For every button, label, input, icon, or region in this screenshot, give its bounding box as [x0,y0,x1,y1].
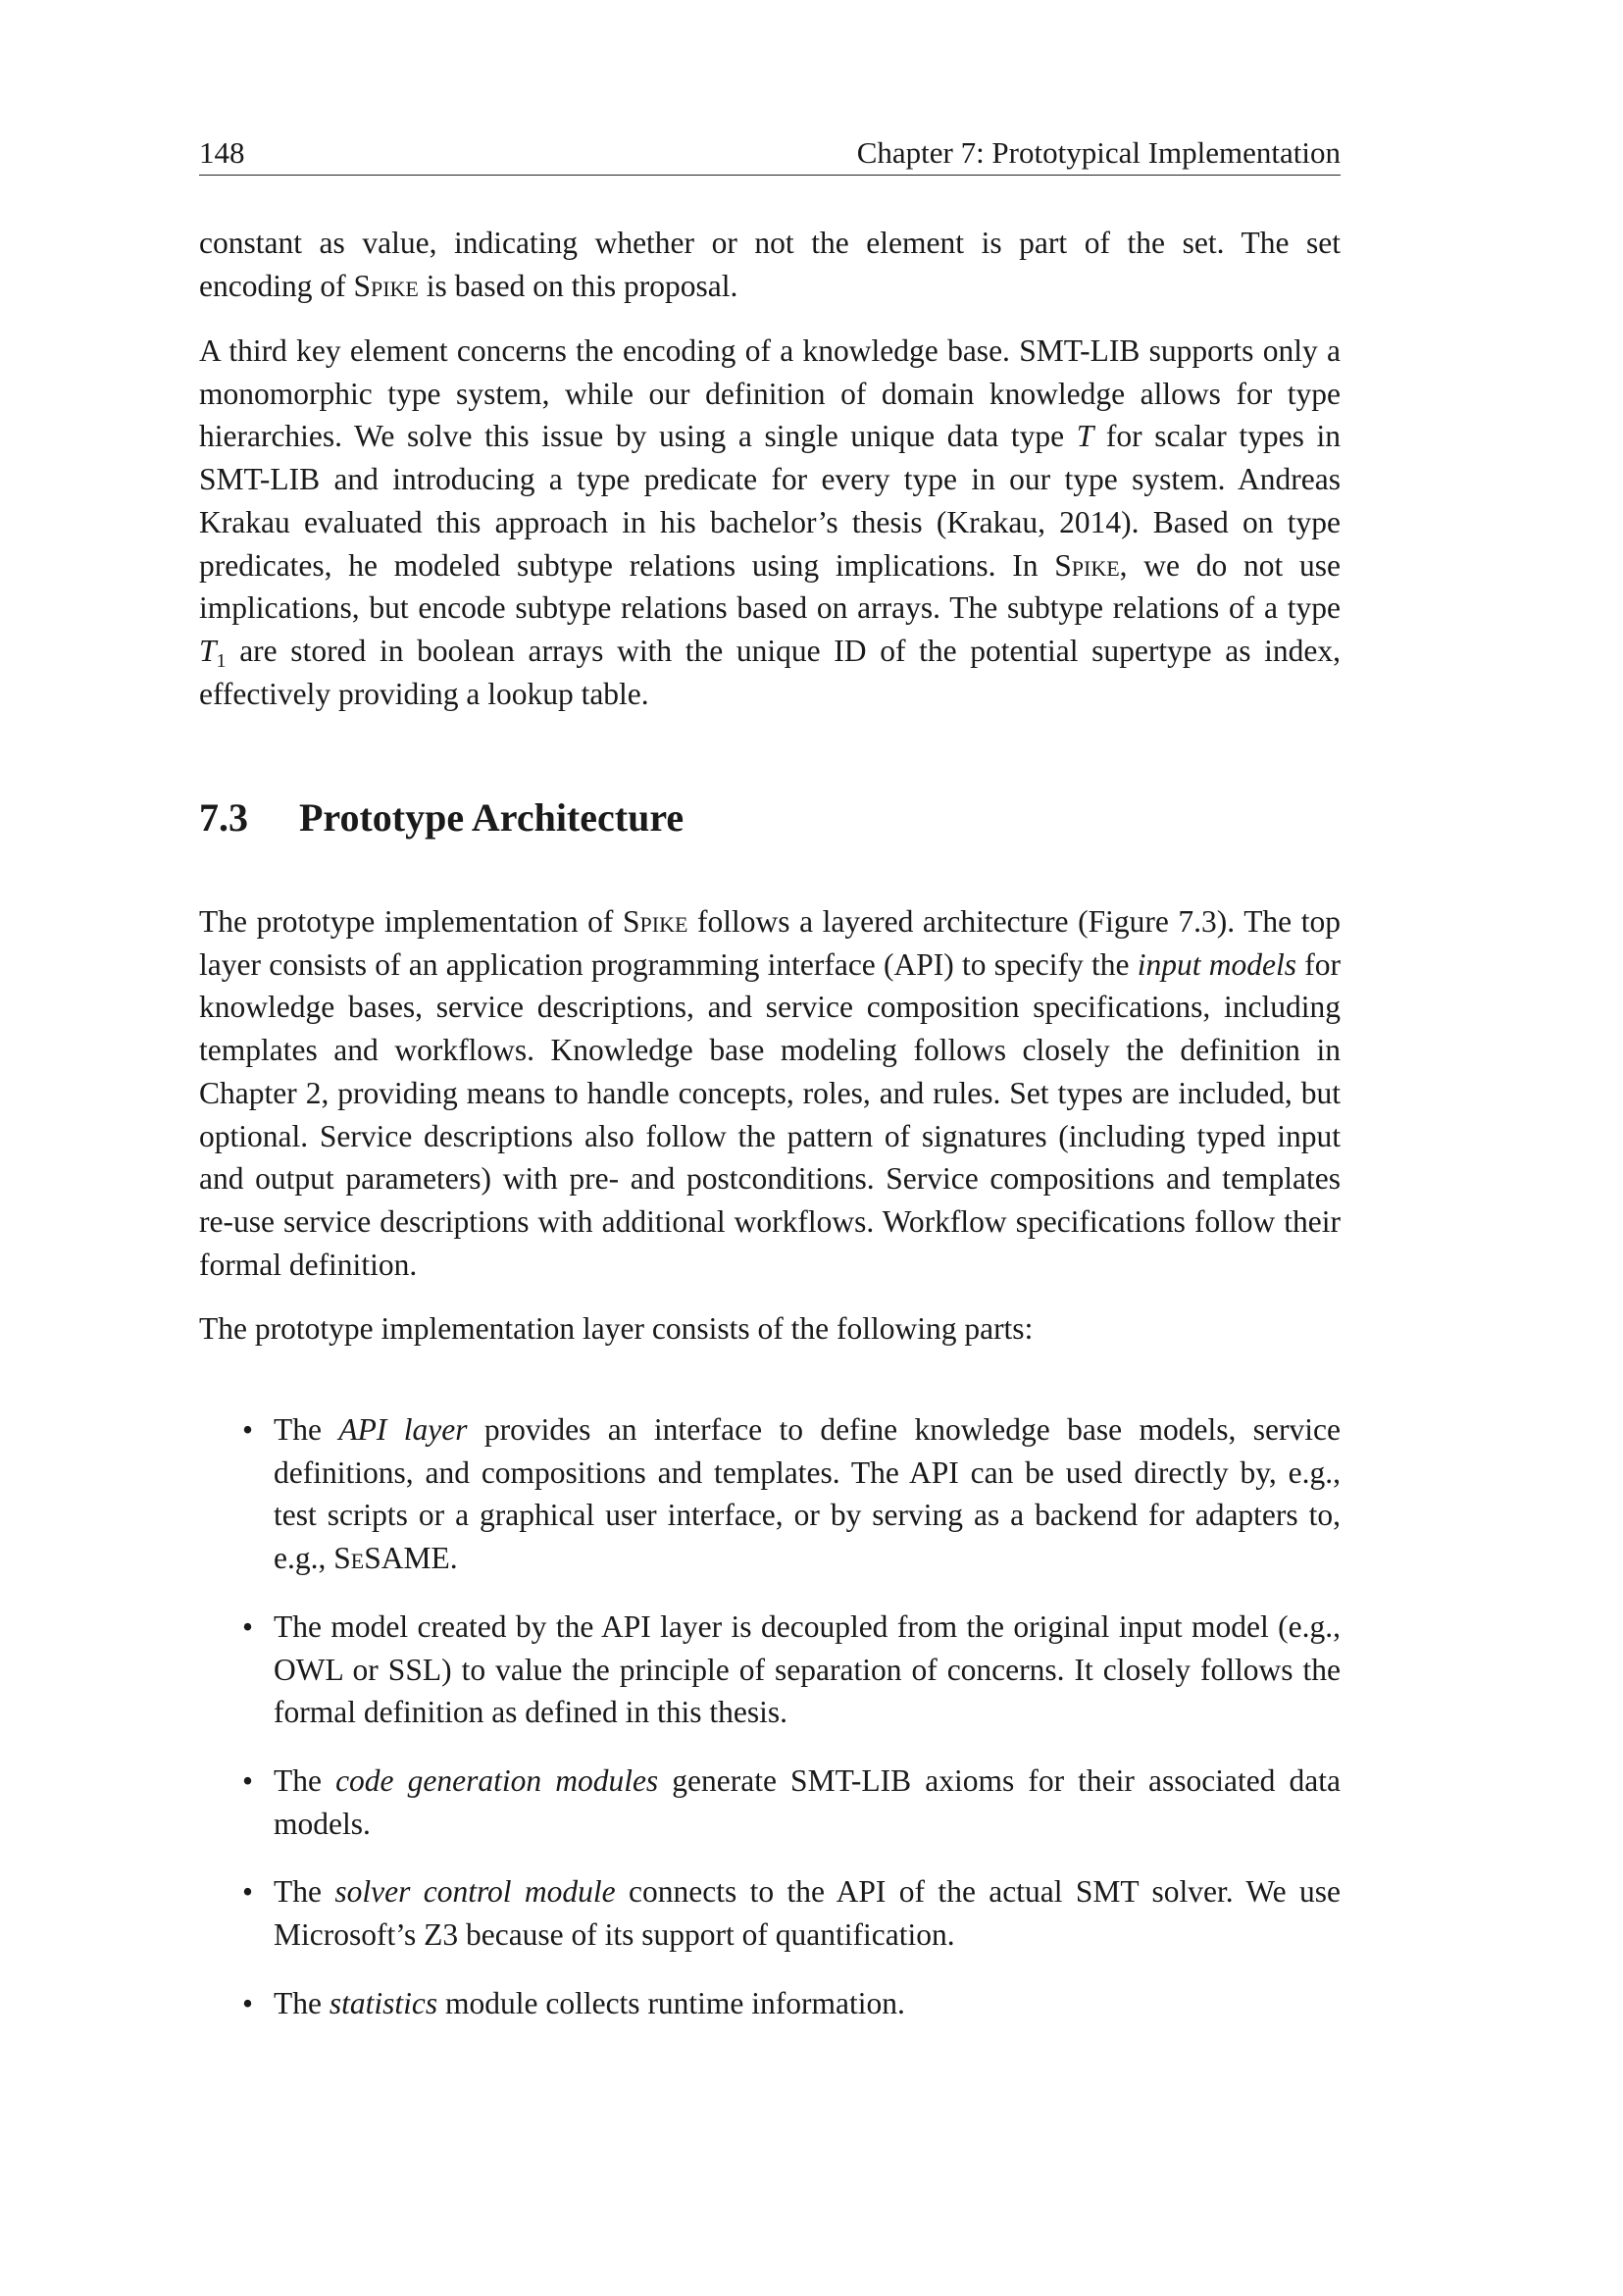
item-text: . [449,1541,458,1576]
para1-line2-pre: encoding of [199,268,354,303]
paragraph-knowledge-base-encoding [199,330,1341,715]
spike-name: Spike [622,904,688,939]
para2-part2: for scalar types in SMT-LIB and introducing a type predicate for every type in our type system. Andreas Krakau evaluated this approach in his bachelor’s thesis (Krakau, 2014). Based on type predicates, he modeled subtype relations using implications. In [199,419,1341,583]
bullet-icon: • [242,1412,254,1447]
item-text: connects to the API of the actual SMT solver. We use Microsoft’s Z3 because of its support of quantification. [274,1874,1341,1953]
sesame-name: SeSAME [333,1541,450,1576]
item-text: The [274,1762,336,1798]
paragraph-architecture [199,900,1341,1286]
running-header [199,131,1341,176]
para1-line1: constant as value, indicating whether or not the element is part of the set. The set [199,226,1341,260]
section-heading [199,791,684,845]
list-item-api-layer [199,1408,1341,1580]
section-title: Prototype Architecture [299,795,685,840]
para1-line2-post: is based on this proposal. [418,268,738,303]
parts-list [199,1408,1341,2050]
var-T1: T [199,633,217,668]
chapter-title: Chapter 7: Prototypical Implementation [856,135,1341,170]
page-number: 148 [199,135,245,170]
list-item-code-generation [199,1760,1341,1845]
para4-text: The prototype implementation layer consists of the following parts: [199,1311,1034,1346]
item-text: module collects runtime information. [437,1985,905,2020]
bullet-icon: • [242,1762,254,1798]
para3-part2: follows a layered architecture (Figure 7.3). The top layer consists of an application programming interface (API) to specify the [199,904,1341,982]
spike-name: Spike [353,268,419,303]
list-item-statistics [199,1982,1341,2025]
bullet-icon: • [242,1985,254,2020]
spike-name: Spike [1054,547,1120,583]
paragraph-set-encoding [199,222,1341,307]
list-item-model [199,1606,1341,1734]
input-models-term: input models [1137,946,1296,982]
list-item-solver-control [199,1870,1341,1956]
solver-control-term: solver control module [334,1874,616,1910]
paragraph-parts-intro [199,1307,1341,1351]
item-text: The [274,1874,335,1910]
item-text: The [274,1412,339,1447]
api-layer-term: API layer [338,1412,468,1447]
var-T: T [1076,419,1094,454]
item-text: generate SMT-LIB axioms for their associated data models. [274,1762,1341,1841]
statistics-term: statistics [329,1985,438,2020]
subscript-1: 1 [216,649,227,672]
para3-part3: for knowledge bases, service descriptions, and service composition specifications, including templates and workflows. Knowledge base modeling follows closely the definition in Chapter 2, providing means to handle concepts, roles, and rules. Set types are included, but optional. Service descriptions also follow the pattern of signatures (including typed input and output parameters) with pre- and postconditions. Service compositions and templates re-use service descriptions with additional workflows. Workflow specifications follow their formal definition. [199,946,1341,1282]
section-number: 7.3 [199,795,248,840]
item-text: The [274,1985,330,2020]
item-text: provides an interface to define knowledge base models, service definitions, and compositions and templates. The API can be used directly by, e.g., test scripts or a graphical user interface, or by serving as a backend for adapters to, e.g., [274,1412,1341,1576]
para3-part1: The prototype implementation of [199,904,623,939]
para2-part4: are stored in boolean arrays with the unique ID of the potential supertype as index, effectively providing a lookup table. [199,633,1341,711]
bullet-icon: • [242,1608,254,1644]
item-text: The model created by the API layer is decoupled from the original input model (e.g., OWL or SSL) to value the principle of separation of concerns. It closely follows the formal definition as defined in this thesis. [274,1608,1341,1730]
para2-part3: , we do not use implications, but encode subtype relations based on arrays. The subtype relations of a type [199,547,1341,626]
code-generation-term: code generation modules [335,1762,659,1798]
bullet-icon: • [242,1874,254,1910]
para2-part1: A third key element concerns the encoding of a knowledge base. SMT-LIB supports only a monomorphic type system, while our definition of domain knowledge allows for type hierarchies. We solve this issue by using a single unique data type [199,333,1341,454]
